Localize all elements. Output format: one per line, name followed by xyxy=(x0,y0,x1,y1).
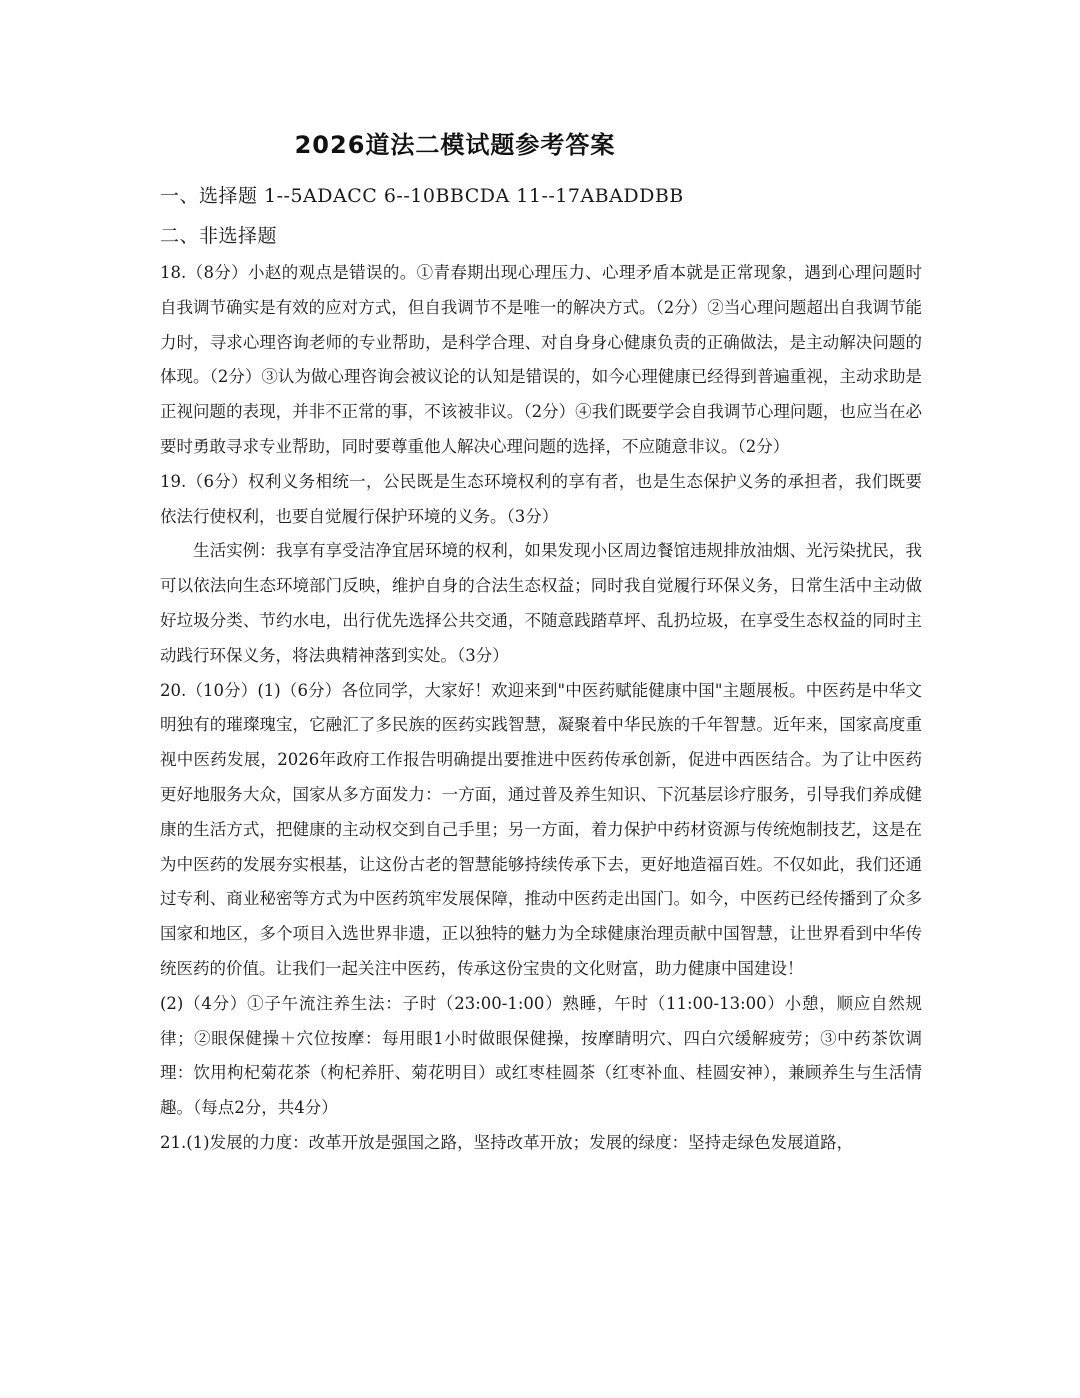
section-non-choice-heading: 二、非选择题 xyxy=(160,225,278,247)
answer-q19-principle: 19.（6分）权利义务相统一，公民既是生态环境权利的享有者，也是生态保护义务的承担者，我们既要依法行使权利，也要自觉履行保护环境的义务。（3分） xyxy=(160,471,922,526)
section-choice-answers: 一、选择题 1--5ADACC 6--10BBCDA 11--17ABADDBB xyxy=(160,185,684,207)
answer-q21: 21.(1)发展的力度：改革开放是强国之路，坚持改革开放；发展的绿度：坚持走绿色发展道路， xyxy=(160,1132,854,1152)
answer-q20-part1: 20.（10分）(1)（6分）各位同学，大家好！欢迎来到"中医药赋能健康中国"主题展板。中医药是中华文明独有的璀璨瑰宝，它融汇了多民族的医药实践智慧，凝聚着中华民族的千年智慧。近年来，国家高度重视中医药发展，2026年政府工作报告明确提出要推进中医药传承创新，促进中西医结合。为了让中医药更好地服务大众，国家从多方面发力：一方面，通过普及养生知识、下沉基层诊疗服务，引导我们养成健康的生活方式，把健康的主动权交到自己手里；另一方面，着力保护中药材资源与传统炮制技艺，这是在为中医药的发展夯实根基，让这份古老的智慧能够持续传承下去，更好地造福百姓。不仅如此，我们还通过专利、商业秘密等方式为中医药筑牢发展保障，推动中医药走出国门。如今，中医药已经传播到了众多国家和地区，多个项目入选世界非遗，正以独特的魅力为全球健康治理贡献中国智慧，让世界看到中华传统医药的价值。让我们一起关注中医药，传承这份宝贵的文化财富，助力健康中国建设！ xyxy=(160,680,922,978)
answer-q19-example: 生活实例：我享有享受洁净宜居环境的权利，如果发现小区周边餐馆违规排放油烟、光污染扰民，我可以依法向生态环境部门反映，维护自身的合法生态权益；同时我自觉履行环保义务，日常生活中主动做好垃圾分类、节约水电，出行优先选择公共交通，不随意践踏草坪、乱扔垃圾，在享受生态权益的同时主动践行环保义务，将法典精神落到实处。（3分） xyxy=(160,541,922,665)
answer-body xyxy=(160,176,922,1161)
answer-q20-part2: (2)（4分）①子午流注养生法：子时（23:00-1:00）熟睡，午时（11:00-13:00）小憩，顺应自然规律；②眼保健操＋穴位按摩：每用眼1小时做眼保健操，按摩睛明穴、四白穴缓解疲劳；③中药茶饮调理：饮用枸杞菊花茶（枸杞养肝、菊花明目）或红枣桂圆茶（红枣补血、桂圆安神），兼顾养生与生活情趣。（每点2分，共4分） xyxy=(160,993,922,1118)
page-title: 2026道法二模试题参考答案 xyxy=(294,131,616,159)
answer-q18: 18.（8分）小赵的观点是错误的。①青春期出现心理压力、心理矛盾本就是正常现象，遇到心理问题时自我调节确实是有效的应对方式，但自我调节不是唯一的解决方式。（2分）②当心理问题超出自我调节能力时，寻求心理咨询老师的专业帮助，是科学合理、对自身身心健康负责的正确做法，是主动解决问题的体现。（2分）③认为做心理咨询会被议论的认知是错误的，如今心理健康已经得到普遍重视，主动求助是正视问题的表现，并非不正常的事，不该被非议。（2分）④我们既要学会自我调节心理问题，也应当在必要时勇敢寻求专业帮助，同时要尊重他人解决心理问题的选择，不应随意非议。（2分） xyxy=(160,263,922,456)
